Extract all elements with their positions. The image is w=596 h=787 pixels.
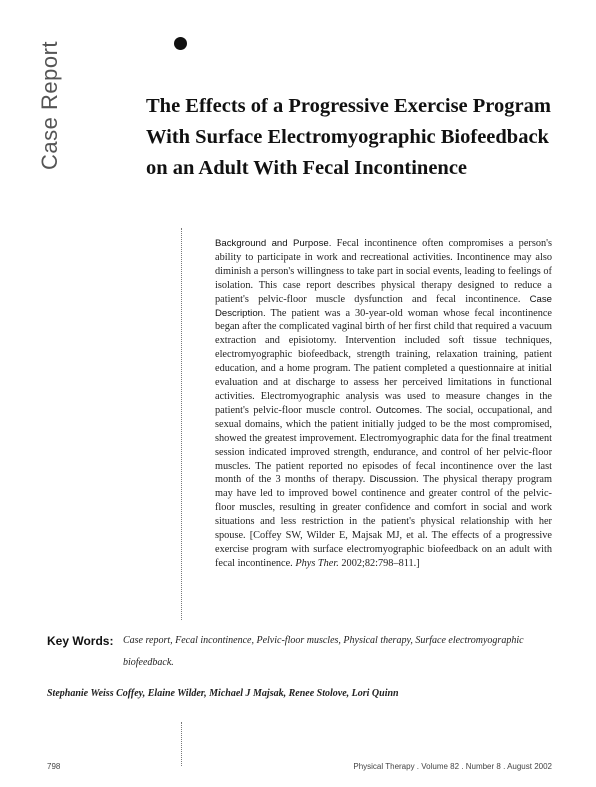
citation-journal: Phys Ther. xyxy=(295,557,339,569)
bullet-dot-icon xyxy=(174,37,187,50)
journal-info: Physical Therapy . Volume 82 . Number 8 . August 2002 xyxy=(353,762,552,771)
footer-divider xyxy=(181,722,182,766)
abstract-case-text: The patient was a 30-year-old woman whose fecal incontinence began after the complicated vaginal birth of her first child that required a vacuum extraction and episiotomy. Intervention included soft tissue techniques, electromyographic biofeedback, strength training, relaxation training, patient education, and a home program. The patient completed a questionnaire at initial evaluation and at discharge to assess her perceived limitations in functional activities. Electromyographic analysis was used to measure changes in the patient's pelvic-floor muscle control. xyxy=(215,307,552,416)
abstract-discussion-heading: Discussion. xyxy=(369,474,419,486)
section-label: Case Report xyxy=(37,40,62,170)
abstract xyxy=(215,237,552,571)
abstract-background-text: Fecal incontinence often compromises a person's ability to participate in work and recreational activities. Incontinence may also diminish a person's willingness to take part in social events, leading to feelings of isolation. This case report describes physical therapy designed to reduce a patient's pelvic-floor muscle dysfunction and fecal incontinence. xyxy=(215,238,552,305)
key-words-list: Case report, Fecal incontinence, Pelvic-floor muscles, Physical therapy, Surface electromyographic biofeedback. xyxy=(123,635,524,668)
abstract-outcomes-heading: Outcomes. xyxy=(375,404,423,416)
abstract-background-heading: Background and Purpose. xyxy=(215,238,332,249)
citation-text: [Coffey SW, Wilder E, Majsak MJ, et al. The effects of a progressive exercise program with surface electromyographic biofeedback on an adult with fecal incontinence. xyxy=(215,530,552,569)
key-words xyxy=(47,630,557,674)
abstract-discussion-text: The physical therapy program may have led to improved bowel continence and greater control of the pelvic-floor muscles, resulting in greater confidence and comfort in social and work situations and less restriction in the patient's physical relationship with her spouse. xyxy=(215,474,552,542)
abstract-outcomes-text: The social, occupational, and sexual domains, which the patient initially judged to be the most compromised, showed the greatest improvement. Electromyographic data for the final treatment session indicated improved strength, endurance, and control of her pelvic-floor muscles. The patient reported no episodes of fecal incontinence over the last month of the 3 months of therapy. xyxy=(215,404,552,486)
abstract-divider xyxy=(181,228,182,620)
abstract-case-heading: Case Description. xyxy=(215,293,552,319)
citation-details: 2002;82:798–811.] xyxy=(338,557,420,569)
author-list: Stephanie Weiss Coffey, Elaine Wilder, Michael J Majsak, Renee Stolove, Lori Quinn xyxy=(47,688,399,699)
key-words-label: Key Words: xyxy=(47,634,114,648)
page-number: 798 xyxy=(47,762,61,771)
article-title: The Effects of a Progressive Exercise Program With Surface Electromyographic Biofeedback on an Adult With Fecal Incontinence xyxy=(146,95,551,179)
